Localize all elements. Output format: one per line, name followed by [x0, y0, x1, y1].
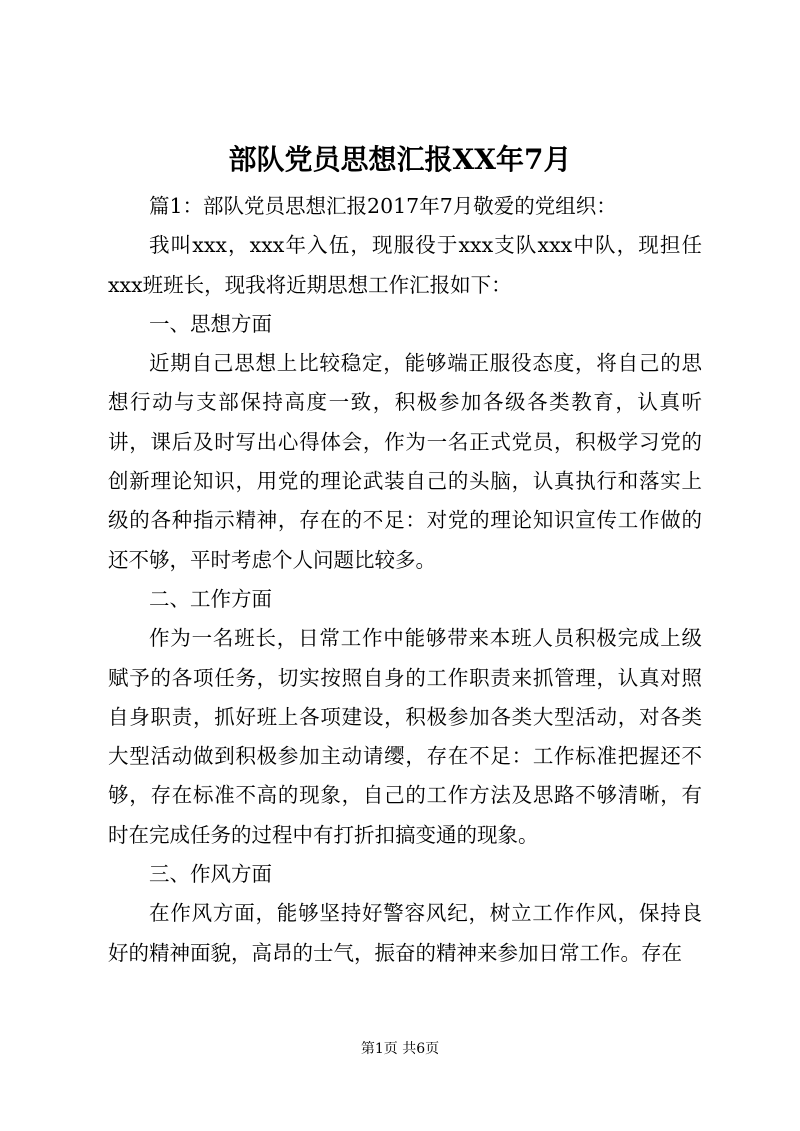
- paragraph-self-introduction: 我叫xxx，xxx年入伍，现服役于xxx支队xxx中队，现担任xxx班班长，现我将近期思想工作汇报如下：: [108, 233, 702, 297]
- section-heading-thought: 一、思想方面: [149, 311, 272, 336]
- section-heading-style: 三、作风方面: [149, 862, 272, 887]
- document-title: 部队党员思想汇报XX年7月: [228, 143, 572, 176]
- document-body: [108, 187, 702, 973]
- page-footer: 第1页 共6页: [360, 1041, 440, 1057]
- paragraph-style: 在作风方面，能够坚持好警容风纪，树立工作作风，保持良好的精神面貌，高昂的士气，振奋的精神来参加日常工作。存在: [108, 901, 702, 965]
- section-heading-work: 二、工作方面: [149, 586, 272, 611]
- paragraph-thought: 近期自己思想上比较稳定，能够端正服役态度，将自己的思想行动与支部保持高度一致，积极参加各级各类教育，认真听讲，课后及时写出心得体会，作为一名正式党员，积极学习党的创新理论知识，用党的理论武装自己的头脑，认真执行和落实上级的各种指示精神，存在的不足：对党的理论知识宣传工作做的还不够，平时考虑个人问题比较多。: [108, 351, 702, 572]
- paragraph-intro: 篇1：部队党员思想汇报2017年7月敬爱的党组织：: [149, 194, 617, 218]
- paragraph-work: 作为一名班长，日常工作中能够带来本班人员积极完成上级赋予的各项任务，切实按照自身的工作职责来抓管理，认真对照自身职责，抓好班上各项建设，积极参加各类大型活动，对各类大型活动做到积极参加主动请缨，存在不足：工作标准把握还不够，存在标准不高的现象，自己的工作方法及思路不够清晰，有时在完成任务的过程中有打折扣搞变通的现象。: [108, 626, 702, 847]
